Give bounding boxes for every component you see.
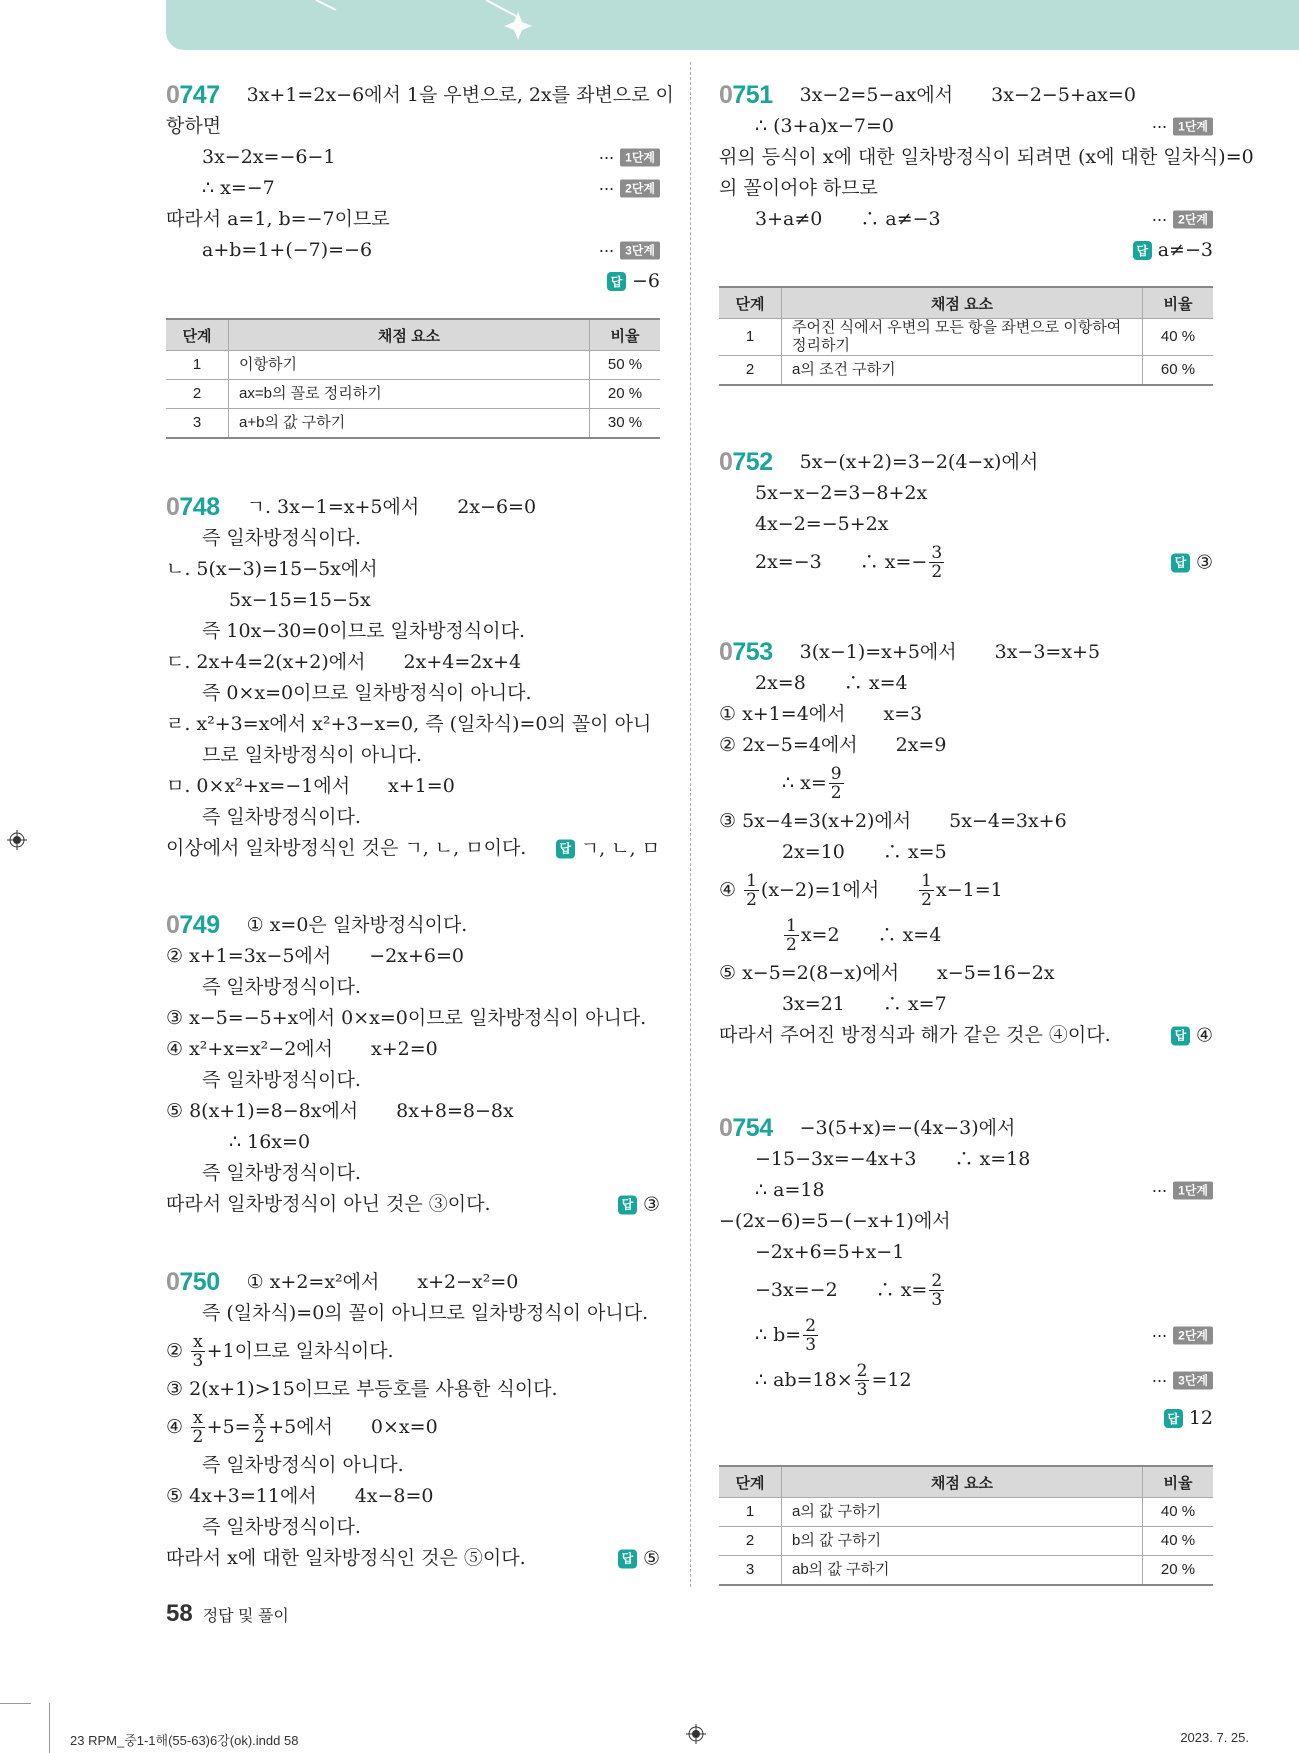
solution-line (166, 142, 660, 173)
crop-mark (0, 1703, 31, 1704)
table-cell: a의 값 구하기 (782, 1498, 1143, 1527)
solution-line (719, 868, 1213, 913)
table-row (719, 1527, 1213, 1556)
solution-line (166, 1543, 660, 1574)
math-text: 3+a≠0 ∴ a≠−3 (755, 208, 941, 230)
math-text: +5에서 0×x=0 (268, 1416, 438, 1438)
registration-mark-icon (686, 1724, 706, 1744)
step-marker (599, 142, 660, 173)
answer (1171, 1020, 1213, 1051)
problem-number: 0748 (166, 493, 220, 521)
fraction-denominator: 2 (921, 890, 932, 910)
fraction-denominator: 3 (192, 1351, 204, 1371)
math-text: ② 2x−5=4에서 2x=9 (719, 734, 947, 756)
solution-line (166, 204, 660, 235)
math-text: 3(x−1)=x+5에서 3x−3=x+5 (799, 641, 1101, 663)
fraction-denominator: 2 (931, 562, 943, 582)
table-cell: 1 (166, 351, 229, 380)
step-badge: 1단계 (1173, 1182, 1213, 1200)
solution-line (166, 910, 660, 941)
fraction-denominator: 2 (830, 783, 842, 803)
math-text: ③ 5x−4=3(x+2)에서 5x−4=3x+6 (719, 810, 1067, 832)
solution-line (166, 833, 660, 864)
solution-line (166, 1450, 660, 1481)
solution-line (166, 1405, 660, 1450)
table-cell: 이항하기 (229, 351, 590, 380)
solution-line (166, 941, 660, 972)
math-text: x=2 ∴ x=4 (800, 924, 942, 946)
math-text: +1이므로 일차식이다. (206, 1340, 394, 1362)
table-row (166, 351, 660, 380)
problem-number: 0752 (719, 448, 773, 476)
solution-line (166, 771, 660, 802)
fraction-numerator: 2 (805, 1316, 817, 1336)
math-text: ∴ a=18 (755, 1179, 825, 1201)
solution-line (166, 616, 660, 647)
fraction-numerator: 2 (856, 1361, 868, 1381)
solution-line (719, 478, 1213, 509)
solution-line (166, 740, 660, 771)
solution-line (166, 1065, 660, 1096)
solution-line (719, 1313, 1213, 1358)
solution-line (166, 492, 660, 523)
solution-0748 (166, 492, 660, 864)
ellipsis: ··· (1151, 1181, 1168, 1200)
fraction-denominator: 2 (253, 1427, 265, 1447)
problem-number: 0750 (166, 1268, 220, 1296)
solution-line (719, 1175, 1213, 1206)
ellipsis: ··· (598, 179, 615, 198)
table-cell: 40 % (1143, 319, 1214, 356)
table-cell: 2 (719, 356, 782, 386)
answer-value: −6 (631, 270, 660, 292)
ellipsis: ··· (1151, 1326, 1168, 1345)
solution-line (166, 1003, 660, 1034)
table-cell: 1 (719, 319, 782, 356)
solution-line (719, 668, 1213, 699)
table-cell: ax=b의 꼴로 정리하기 (229, 380, 590, 409)
math-text: ∴ x=−7 (202, 177, 275, 199)
solution-line (166, 80, 674, 111)
math-text: ② (166, 1340, 190, 1362)
solution-line (719, 699, 1213, 730)
problem-number: 0747 (166, 81, 220, 109)
answer-value: ④ (1195, 1024, 1213, 1046)
solution-line (719, 204, 1213, 235)
answer (1133, 235, 1213, 266)
ellipsis: ··· (598, 148, 615, 167)
solution-line (166, 678, 660, 709)
table-cell: 50 % (590, 351, 661, 380)
solution-line (719, 173, 1213, 204)
solution-line (719, 958, 1213, 989)
math-text: 2x=8 ∴ x=4 (755, 672, 908, 694)
answer-value: ③ (642, 1193, 660, 1215)
solution-line (166, 523, 660, 554)
solution-line (719, 509, 1213, 540)
math-text: 즉 10x−30=0이므로 일차방정식이다. (202, 620, 526, 642)
table-cell: 3 (719, 1556, 782, 1586)
solution-line (166, 972, 660, 1003)
math-text: ② x+1=3x−5에서 −2x+6=0 (166, 945, 464, 967)
math-text: a+b=1+(−7)=−6 (202, 239, 373, 261)
answer-value: ㄱ, ㄴ, ㅁ (580, 837, 660, 859)
math-text: ① x+1=4에서 x=3 (719, 703, 923, 725)
math-text: 3x−2x=−6−1 (202, 146, 336, 168)
solution-0750 (166, 1267, 660, 1574)
solution-line (166, 1329, 660, 1374)
solution-line (719, 806, 1213, 837)
step-badge: 2단계 (620, 180, 660, 198)
answer-value: a≠−3 (1157, 239, 1213, 261)
math-text: 즉 일차방정식이다. (202, 806, 361, 828)
fraction-numerator: x (193, 1332, 203, 1352)
fraction-numerator: x (254, 1408, 265, 1428)
fraction-numerator: 1 (746, 871, 757, 891)
table-header: 단계 (719, 1466, 782, 1498)
fraction-denominator: 2 (786, 935, 797, 955)
math-text: ⑤ 4x+3=11에서 4x−8=0 (166, 1485, 434, 1507)
table-header: 단계 (166, 319, 229, 351)
math-text: 3x−2=5−ax에서 3x−2−5+ax=0 (799, 84, 1136, 106)
math-text: ∴ x= (782, 772, 827, 794)
math-text: ④ (166, 1416, 190, 1438)
step-badge: 2단계 (1173, 211, 1213, 229)
step-badge: 1단계 (1173, 118, 1213, 136)
math-text: −15−3x=−4x+3 ∴ x=18 (755, 1148, 1031, 1170)
solution-line (166, 1512, 660, 1543)
math-text: ① x=0은 일차방정식이다. (246, 914, 468, 936)
solution-line (166, 554, 660, 585)
fraction-numerator: 1 (921, 871, 932, 891)
table-row (719, 356, 1213, 386)
answer-value: 12 (1188, 1407, 1213, 1429)
solution-line (166, 1034, 660, 1065)
ellipsis: ··· (1151, 210, 1168, 229)
table-row (719, 1498, 1213, 1527)
answer-value: ③ (1195, 551, 1213, 573)
math-text: 5x−(x+2)=3−2(4−x)에서 (799, 451, 1039, 473)
fraction (803, 1313, 818, 1358)
step-badge: 1단계 (620, 149, 660, 167)
table-row (166, 409, 660, 439)
ellipsis: ··· (1151, 117, 1168, 136)
solution-line (719, 837, 1213, 868)
math-text: 이상에서 일차방정식인 것은 ㄱ, ㄴ, ㅁ이다. (166, 837, 527, 859)
problem-number: 0753 (719, 638, 773, 666)
math-text: 항하면 (166, 115, 222, 137)
solution-line (719, 540, 1213, 585)
table-cell: 20 % (590, 380, 661, 409)
table-cell: 40 % (1143, 1498, 1214, 1527)
solution-0751 (719, 80, 1254, 266)
math-text: x−1=1 (936, 879, 1003, 901)
solution-line (166, 1127, 660, 1158)
math-text: 5x−15=15−5x (229, 589, 371, 611)
solution-line (166, 1189, 660, 1220)
fraction (929, 540, 944, 585)
step-marker (599, 235, 660, 266)
table-cell: 주어진 식에서 우변의 모든 항을 좌변으로 이항하여 정리하기 (782, 319, 1143, 356)
table-header: 비율 (1143, 1466, 1214, 1498)
step-marker (1152, 1365, 1213, 1396)
math-text: ③ x−5=−5+x에서 0×x=0이므로 일차방정식이 아니다. (166, 1007, 647, 1029)
solution-line (719, 235, 1213, 266)
math-text: ㄱ. 3x−1=x+5에서 2x−6=0 (246, 496, 537, 518)
answer-badge-icon: 답 (618, 1195, 637, 1214)
fraction (855, 1358, 870, 1403)
math-text: −3x=−2 ∴ x= (755, 1279, 928, 1301)
answer-badge-icon: 답 (1164, 1409, 1183, 1428)
solution-line (719, 1237, 1213, 1268)
step-marker (1152, 204, 1213, 235)
step-marker (1152, 1175, 1213, 1206)
solution-line (166, 1096, 660, 1127)
solution-line (166, 1481, 660, 1512)
table-header: 채점 요소 (229, 319, 590, 351)
math-text: 므로 일차방정식이 아니다. (202, 744, 423, 766)
math-text: =12 (871, 1369, 912, 1391)
solution-0747 (166, 80, 674, 297)
problem-number: 0754 (719, 1114, 773, 1142)
step-marker (1152, 111, 1213, 142)
solution-line (719, 1403, 1213, 1434)
math-text: ④ x²+x=x²−2에서 x+2=0 (166, 1038, 438, 1060)
problem-number: 0751 (719, 81, 773, 109)
solution-line (166, 1267, 660, 1298)
answer-value: ⑤ (642, 1547, 660, 1569)
page-number: 58 (166, 1600, 193, 1627)
fraction (784, 913, 799, 958)
table-header: 비율 (1143, 287, 1214, 319)
solution-0753 (719, 637, 1213, 1051)
math-text: ∴ ab=18× (755, 1369, 853, 1391)
solution-line (166, 1298, 660, 1329)
scoring-table (719, 286, 1213, 386)
solution-0749 (166, 910, 660, 1220)
math-text: 4x−2=−5+2x (755, 513, 889, 535)
table-header: 비율 (590, 319, 661, 351)
table-header: 채점 요소 (782, 287, 1143, 319)
fraction-denominator: 3 (856, 1380, 868, 1400)
table-header-row (719, 287, 1213, 319)
fraction-numerator: 2 (931, 1271, 943, 1291)
math-text: −2x+6=5+x−1 (755, 1241, 905, 1263)
solution-line (719, 1268, 1213, 1313)
fraction-numerator: x (193, 1408, 203, 1428)
fraction-denominator: 2 (192, 1427, 204, 1447)
ellipsis: ··· (598, 241, 615, 260)
answer (556, 833, 660, 864)
math-text: 즉 (일차식)=0의 꼴이 아니므로 일차방정식이 아니다. (202, 1302, 649, 1324)
table-cell: 30 % (590, 409, 661, 439)
table-header: 단계 (719, 287, 782, 319)
math-text: 3x+1=2x−6에서 1을 우변으로, 2x를 좌변으로 이 (246, 84, 674, 106)
math-text: 따라서 x에 대한 일차방정식인 것은 ⑤이다. (166, 1547, 526, 1569)
table-cell: 20 % (1143, 1556, 1214, 1586)
answer (1164, 1403, 1213, 1434)
page-footer (166, 1600, 289, 1628)
solution-0754 (719, 1113, 1213, 1434)
fraction (919, 868, 934, 913)
solution-line (719, 447, 1213, 478)
math-text: −(2x−6)=5−(−x+1)에서 (719, 1210, 951, 1232)
solution-line (719, 80, 1213, 111)
math-text: 위의 등식이 x에 대한 일차방정식이 되려면 (x에 대한 일차식)=0 (719, 146, 1254, 168)
math-text: ㅁ. 0×x²+x=−1에서 x+1=0 (166, 775, 455, 797)
solution-line (166, 235, 660, 266)
ellipsis: ··· (1151, 1371, 1168, 1390)
table-header-row (166, 319, 660, 351)
star-decoration-icon (166, 0, 1299, 50)
solution-0752 (719, 447, 1213, 585)
math-text: 즉 일차방정식이다. (202, 1516, 361, 1538)
math-text: 즉 일차방정식이다. (202, 1069, 361, 1091)
solution-line (166, 266, 660, 297)
step-marker (1152, 1320, 1213, 1351)
math-text: 즉 일차방정식이다. (202, 527, 361, 549)
math-text: ㄹ. x²+3=x에서 x²+3−x=0, 즉 (일차식)=0의 꼴이 아니 (166, 713, 652, 735)
math-text: ⑤ x−5=2(8−x)에서 x−5=16−2x (719, 962, 1055, 984)
table-row (719, 319, 1213, 356)
math-text: 즉 일차방정식이 아니다. (202, 1454, 404, 1476)
math-text: +5= (206, 1416, 251, 1438)
table-row (719, 1556, 1213, 1586)
solution-line (719, 761, 1213, 806)
solution-line (166, 647, 660, 678)
math-text: 따라서 일차방정식이 아닌 것은 ③이다. (166, 1193, 491, 1215)
fraction (191, 1329, 205, 1374)
scoring-table (166, 318, 660, 439)
math-text: 3x=21 ∴ x=7 (782, 993, 947, 1015)
answer-badge-icon: 답 (1171, 1026, 1190, 1045)
step-badge: 3단계 (620, 242, 660, 260)
fraction (929, 1268, 944, 1313)
problem-number: 0749 (166, 911, 220, 939)
answer-badge-icon: 답 (556, 839, 575, 858)
slug-filename: 23 RPM_중1-1해(55-63)6강(ok).indd 58 (70, 1733, 299, 1748)
solution-line (719, 1020, 1213, 1051)
math-text: (x−2)=1에서 (760, 879, 918, 901)
fraction-numerator: 3 (931, 543, 943, 563)
fraction-denominator: 2 (746, 890, 757, 910)
fraction (829, 761, 844, 806)
table-header-row (719, 1466, 1213, 1498)
math-text: 의 꼴이어야 하므로 (719, 177, 878, 199)
crop-mark (49, 1703, 50, 1753)
math-text: ㄷ. 2x+4=2(x+2)에서 2x+4=2x+4 (166, 651, 522, 673)
answer-badge-icon: 답 (618, 1549, 637, 1568)
registration-mark-icon (7, 830, 27, 850)
solution-line (166, 1374, 660, 1405)
math-text: ∴ 16x=0 (229, 1131, 311, 1153)
math-text: 따라서 a=1, b=−7이므로 (166, 208, 390, 230)
solution-line (719, 1144, 1213, 1175)
solution-line (166, 585, 660, 616)
math-text: 따라서 주어진 방정식과 해가 같은 것은 ④이다. (719, 1024, 1111, 1046)
slug-date: 2023. 7. 25. (1180, 1730, 1249, 1745)
table-cell: 3 (166, 409, 229, 439)
column-divider (690, 62, 691, 1587)
math-text: ④ (719, 879, 743, 901)
solution-line (719, 1113, 1213, 1144)
math-text: ① x+2=x²에서 x+2−x²=0 (246, 1271, 519, 1293)
table-cell: a의 조건 구하기 (782, 356, 1143, 386)
table-header: 채점 요소 (782, 1466, 1143, 1498)
solution-line (166, 802, 660, 833)
fraction (191, 1405, 205, 1450)
fraction-numerator: 1 (786, 916, 797, 936)
solution-line (166, 1158, 660, 1189)
math-text: ⑤ 8(x+1)=8−8x에서 8x+8=8−8x (166, 1100, 514, 1122)
math-text: ㄴ. 5(x−3)=15−5x에서 (166, 558, 378, 580)
solution-line (719, 1358, 1213, 1403)
math-text: 즉 일차방정식이다. (202, 1162, 361, 1184)
answer-badge-icon: 답 (1133, 241, 1152, 260)
table-cell: 1 (719, 1498, 782, 1527)
math-text: ③ 2(x+1)>15이므로 부등호를 사용한 식이다. (166, 1378, 558, 1400)
answer (618, 1189, 660, 1220)
fraction-numerator: 9 (830, 764, 842, 784)
scoring-table (719, 1465, 1213, 1586)
fraction (253, 1405, 267, 1450)
solution-line (719, 142, 1254, 173)
answer (1171, 547, 1213, 578)
header-banner (166, 0, 1299, 50)
math-text: −3(5+x)=−(4x−3)에서 (799, 1117, 1016, 1139)
step-badge: 3단계 (1173, 1372, 1213, 1390)
math-text: 5x−x−2=3−8+2x (755, 482, 928, 504)
table-cell: 2 (719, 1527, 782, 1556)
solution-line (719, 637, 1213, 668)
math-text: ∴ (3+a)x−7=0 (755, 115, 895, 137)
table-cell: b의 값 구하기 (782, 1527, 1143, 1556)
solution-line (166, 709, 660, 740)
step-marker (599, 173, 660, 204)
math-text: 2x=−3 ∴ x=− (755, 551, 928, 573)
table-cell: a+b의 값 구하기 (229, 409, 590, 439)
step-badge: 2단계 (1173, 1327, 1213, 1345)
fraction (744, 868, 759, 913)
fraction-denominator: 3 (931, 1290, 943, 1310)
solution-line (719, 989, 1213, 1020)
table-cell: 60 % (1143, 356, 1214, 386)
table-cell: 2 (166, 380, 229, 409)
math-text: ∴ b= (755, 1324, 802, 1346)
solution-line (719, 730, 1213, 761)
solution-line (166, 173, 660, 204)
table-row (166, 380, 660, 409)
table-cell: ab의 값 구하기 (782, 1556, 1143, 1586)
solution-line (719, 111, 1213, 142)
page-label: 정답 및 풀이 (202, 1608, 289, 1625)
solution-line (719, 1206, 1213, 1237)
fraction-denominator: 3 (805, 1335, 817, 1355)
solution-line (166, 111, 660, 142)
answer (618, 1543, 660, 1574)
math-text: 2x=10 ∴ x=5 (782, 841, 947, 863)
table-cell: 40 % (1143, 1527, 1214, 1556)
answer-badge-icon: 답 (1171, 553, 1190, 572)
solution-line (719, 913, 1213, 958)
answer-badge-icon: 답 (607, 272, 626, 291)
answer (607, 266, 660, 297)
math-text: 즉 일차방정식이다. (202, 976, 361, 998)
math-text: 즉 0×x=0이므로 일차방정식이 아니다. (202, 682, 532, 704)
